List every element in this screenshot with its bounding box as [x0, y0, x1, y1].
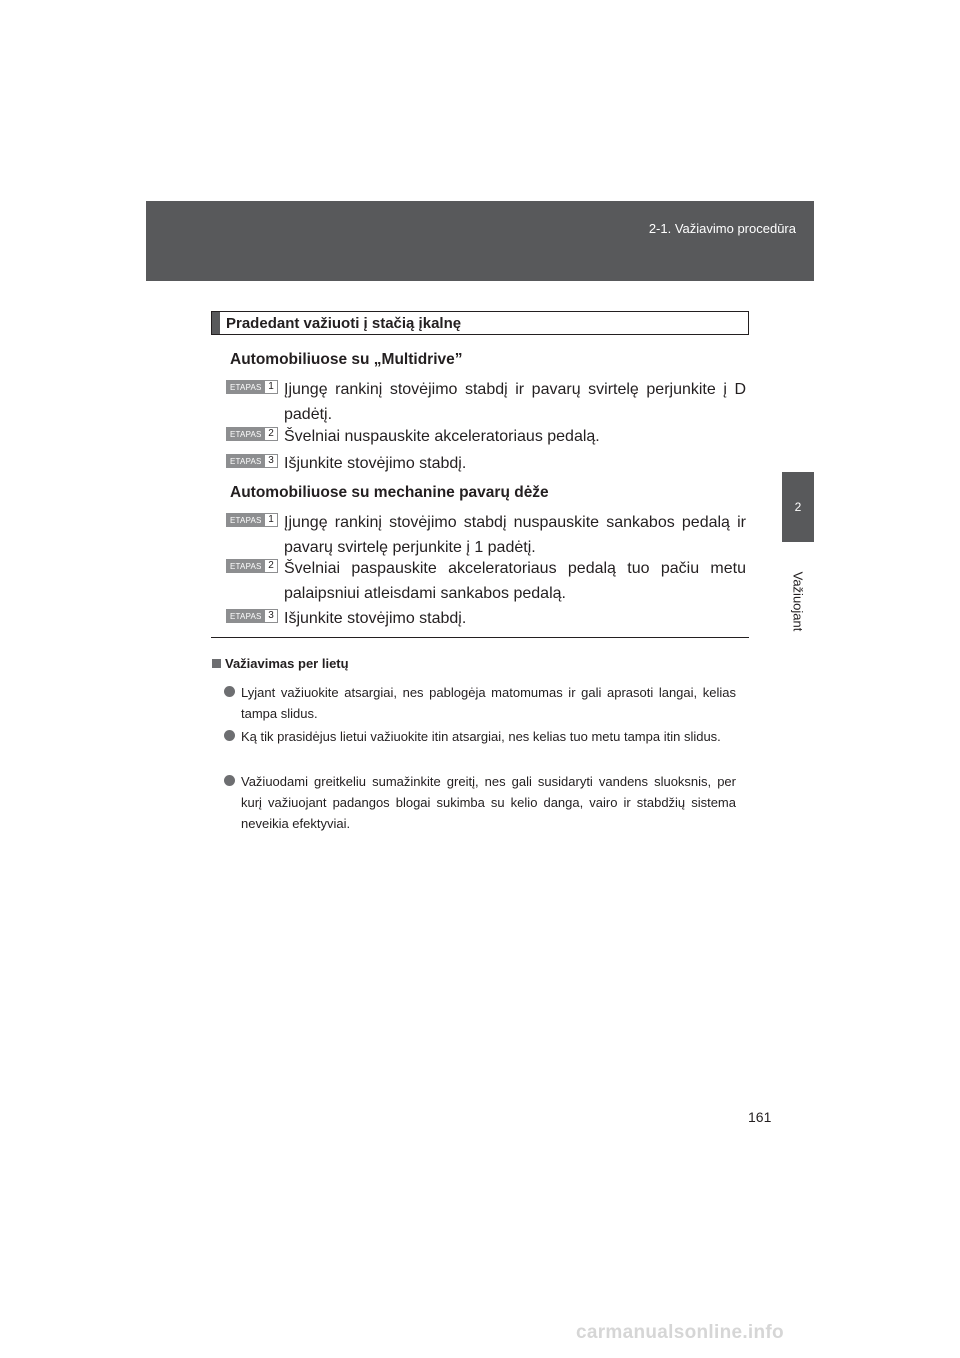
chapter-tab-label: [782, 542, 814, 660]
header-section-title: 2-1. Važiavimo procedūra: [648, 221, 796, 236]
step-badge-label: ETAPAS: [230, 429, 262, 439]
step-badge-label: ETAPAS: [230, 456, 262, 466]
step-badge-number: 2: [265, 560, 277, 572]
step-badge-label: ETAPAS: [230, 382, 262, 392]
step-text: Išjunkite stovėjimo stabdį.: [284, 610, 467, 627]
step-badge-label: ETAPAS: [230, 611, 262, 621]
chapter-tab-number: 2: [782, 472, 814, 542]
step-badge: [226, 559, 278, 573]
step-badge: [226, 380, 278, 394]
section-title: Pradedant važiuoti į stačią įkalnę: [226, 315, 462, 332]
step-badge: [226, 609, 278, 623]
chapter-header: [146, 201, 814, 281]
section-divider: [211, 637, 749, 638]
step-badge: [226, 427, 278, 441]
note-heading-text: Važiavimas per lietų: [225, 656, 349, 671]
chapter-tab-label-text: Važiuojant: [790, 571, 806, 631]
step-text: Išjunkite stovėjimo stabdį.: [284, 455, 467, 472]
step-text: Įjungę rankinį stovėjimo stabdį nuspauskite sankabos pedalą ir pavarų svirtelę perjunkite į 1 padėtį.: [284, 514, 746, 556]
circle-bullet-icon: [224, 775, 235, 786]
page-number: 161: [748, 1109, 772, 1125]
section-title-box: [211, 311, 749, 335]
watermark: carmanualsonline.info: [576, 1322, 784, 1343]
circle-bullet-icon: [224, 730, 235, 741]
step-text: Švelniai nuspauskite akceleratoriaus pedalą.: [284, 428, 600, 445]
square-bullet-icon: [212, 659, 221, 668]
step-badge-label: ETAPAS: [230, 561, 262, 571]
multidrive-heading: Automobiliuose su „Multidrive”: [230, 351, 463, 368]
step-text: Įjungę rankinį stovėjimo stabdį ir pavarų svirtelę perjunkite į D padėtį.: [284, 381, 746, 423]
note-bullet-text: Važiuodami greitkeliu sumažinkite greitį, nes gali susidaryti vandens sluoksnis, per kurį važiuojant padangos blogai sukimba su kelio danga, vairo ir stabdžių sistema neveikia efektyviai.: [241, 774, 736, 831]
manual-heading: Automobiliuose su mechanine pavarų dėže: [230, 484, 549, 501]
note-heading: [212, 656, 349, 671]
note-bullet-text: Ką tik prasidėjus lietui važiuokite itin atsargiai, nes kelias tuo metu tampa itin slidus.: [241, 729, 721, 744]
step-badge-label: ETAPAS: [230, 515, 262, 525]
circle-bullet-icon: [224, 686, 235, 697]
step-text: Švelniai paspauskite akceleratoriaus pedalą tuo pačiu metu palaipsniui atleisdami sankabos pedalą.: [284, 560, 746, 602]
step-badge-number: 1: [265, 381, 277, 393]
step-badge-number: 3: [265, 455, 277, 467]
note-bullet-text: Lyjant važiuokite atsargiai, nes pablogėja matomumas ir gali aprasoti langai, kelias tampa slidus.: [241, 685, 736, 721]
step-badge-number: 2: [265, 428, 277, 440]
step-badge-number: 1: [265, 514, 277, 526]
step-badge: [226, 454, 278, 468]
step-badge-number: 3: [265, 610, 277, 622]
section-title-bar: [212, 312, 220, 334]
step-badge: [226, 513, 278, 527]
